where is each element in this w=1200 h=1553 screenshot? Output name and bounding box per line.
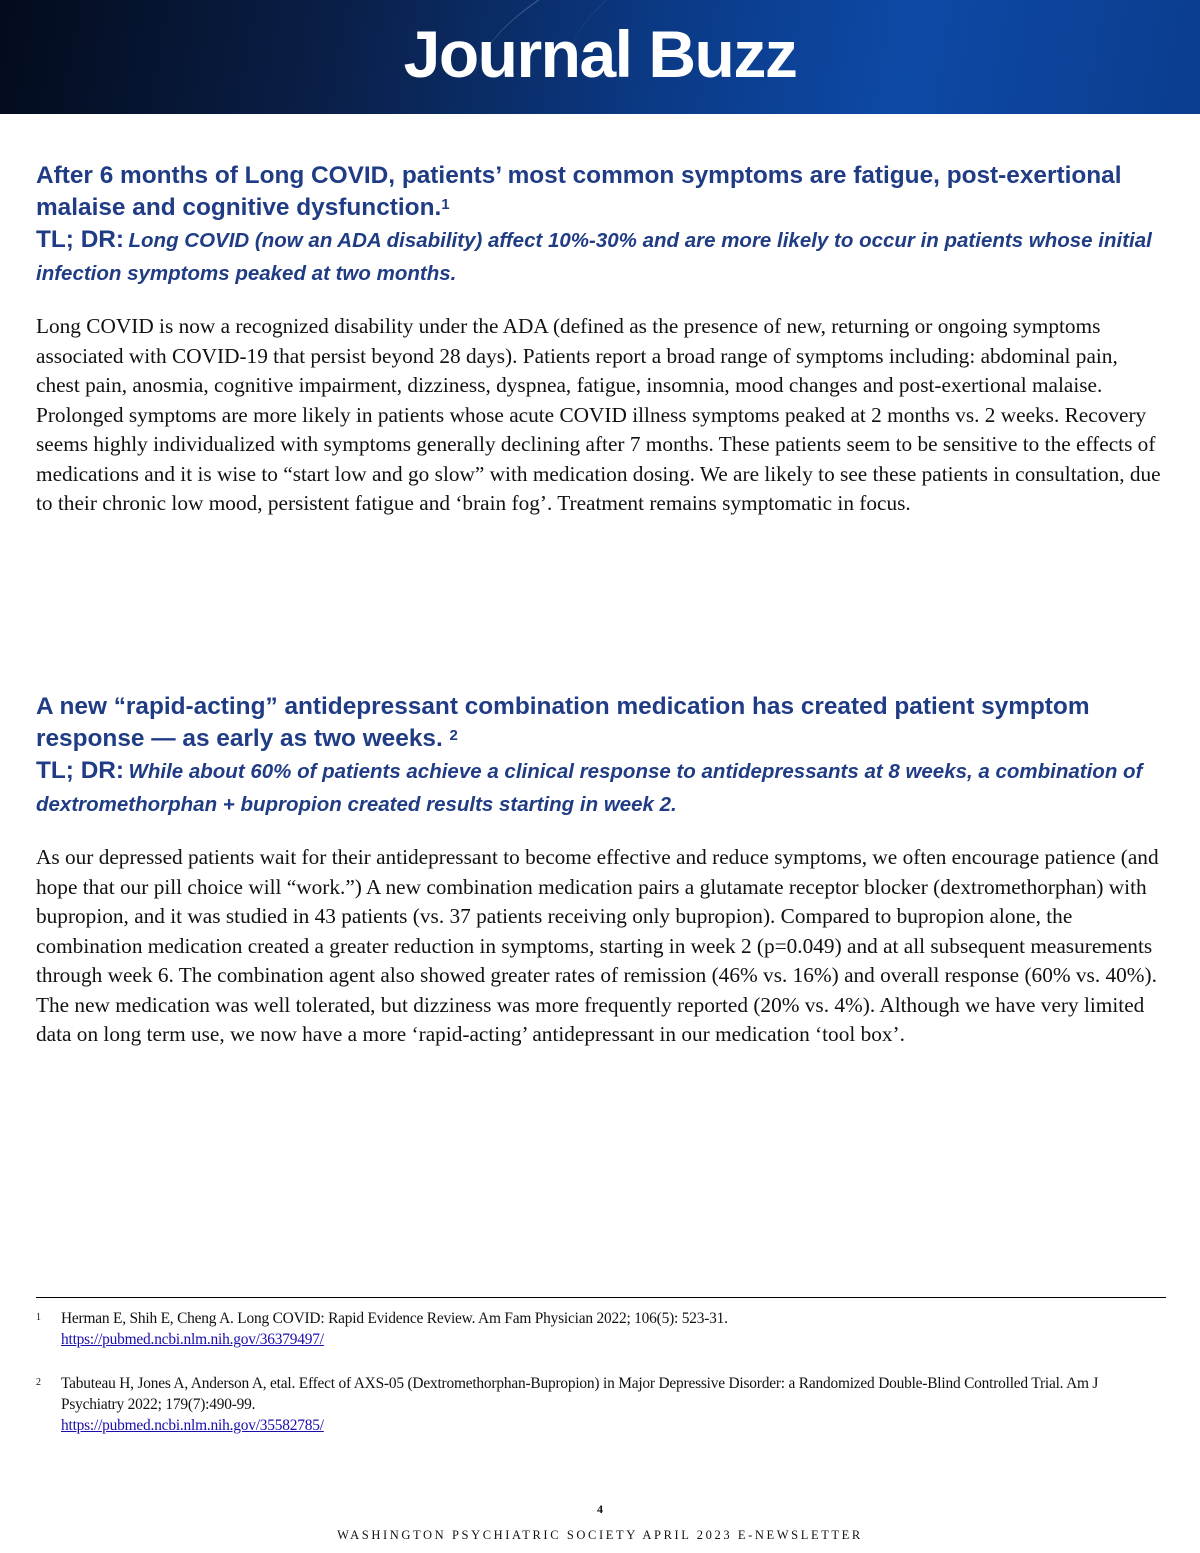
article-headline: A new “rapid-acting” antidepressant combination medication has created patient symptom response — as early as two weeks. $^2$ <box>36 693 1090 752</box>
footnote-reference[interactable]: 2 <box>449 727 458 744</box>
footnote-number: 2 <box>36 1377 41 1388</box>
footnote-link[interactable]: https://pubmed.ncbi.nlm.nih.gov/36379497/ <box>61 1331 324 1348</box>
footnote-citation: Tabuteau H, Jones A, Anderson A, etal. Effect of AXS-05 (Dextromethorphan-Bupropion) in Major Depressive Disorder: a Randomized Double-Blind Controlled Trial. Am J Psychiatry 2022; 179(7):490-99. <box>61 1375 1099 1413</box>
tldr-label: TL; DR: <box>36 757 125 784</box>
article-long-covid <box>36 160 1166 519</box>
page-number: 4 <box>597 1502 603 1516</box>
footnote-citation: Herman E, Shih E, Cheng A. Long COVID: Rapid Evidence Review. Am Fam Physician 2022; 106(5): 523-31. <box>61 1310 728 1327</box>
footnote-2 <box>36 1373 1156 1436</box>
article-rapid-antidepressant <box>36 691 1166 1050</box>
footnote-reference[interactable]: 1 <box>441 196 450 213</box>
tldr-label: TL; DR: <box>36 226 125 253</box>
tldr-text: While about 60% of patients achieve a clinical response to antidepressants at 8 weeks, a combination of dextromethorphan + bupropion created results starting in week 2. <box>36 760 1143 816</box>
tldr-text: Long COVID (now an ADA disability) affect 10%-30% and are more likely to occur in patients whose initial infection symptoms peaked at two months. <box>36 229 1152 285</box>
article-body: Long COVID is now a recognized disability under the ADA (defined as the presence of new, returning or ongoing symptoms associated with COVID-19 that persist beyond 28 days). Patients report a broad range of symptoms including: abdominal pain, chest pain, anosmia, cognitive impairment, dizziness, dyspnea, fatigue, insomnia, mood changes and post-exertional malaise. Prolonged symptoms are more likely in patients whose acute COVID illness symptoms peaked at 2 months vs. 2 weeks. Recovery seems highly individualized with symptoms generally declining after 7 months. These patients seem to be sensitive to the effects of medications and it is wise to “start low and go slow” with medication dosing. We are likely to see these patients in consultation, due to their chronic low mood, persistent fatigue and ‘brain fog’. Treatment remains symptomatic in focus. <box>36 314 1161 515</box>
footnote-link[interactable]: https://pubmed.ncbi.nlm.nih.gov/35582785/ <box>61 1417 324 1434</box>
footnote-1 <box>36 1308 1156 1350</box>
article-body: As our depressed patients wait for their antidepressant to become effective and reduce symptoms, we often encourage patience (and hope that our pill choice will “work.”) A new combination medication pairs a glutamate receptor blocker (dextromethorphan) with bupropion, and it was studied in 43 patients (vs. 37 patients receiving only bupropion). Compared to bupropion alone, the combination medication created a greater reduction in symptoms, starting in week 2 (p=0.049) and at all subsequent measurements through week 6. The combination agent also showed greater rates of remission (46% vs. 16%) and overall response (60% vs. 40%). The new medication was well tolerated, but dizziness was more frequently reported (20% vs. 4%). Although we have very limited data on long term use, we now have a more ‘rapid-acting’ antidepressant in our medication ‘tool box’. <box>36 845 1159 1046</box>
page-title: Journal Buzz <box>403 17 797 91</box>
footer-newsletter-name: WASHINGTON PSYCHIATRIC SOCIETY APRIL 2023 E-NEWSLETTER <box>337 1528 863 1542</box>
footnote-number: 1 <box>36 1312 41 1323</box>
tldr-summary <box>36 755 1166 822</box>
footnote-divider <box>36 1297 1166 1298</box>
tldr-summary <box>36 224 1166 291</box>
header-banner <box>0 0 1200 114</box>
article-headline: After 6 months of Long COVID, patients’ most common symptoms are fatigue, post-exertional malaise and cognitive dysfunction.$^1$ <box>36 162 1122 221</box>
